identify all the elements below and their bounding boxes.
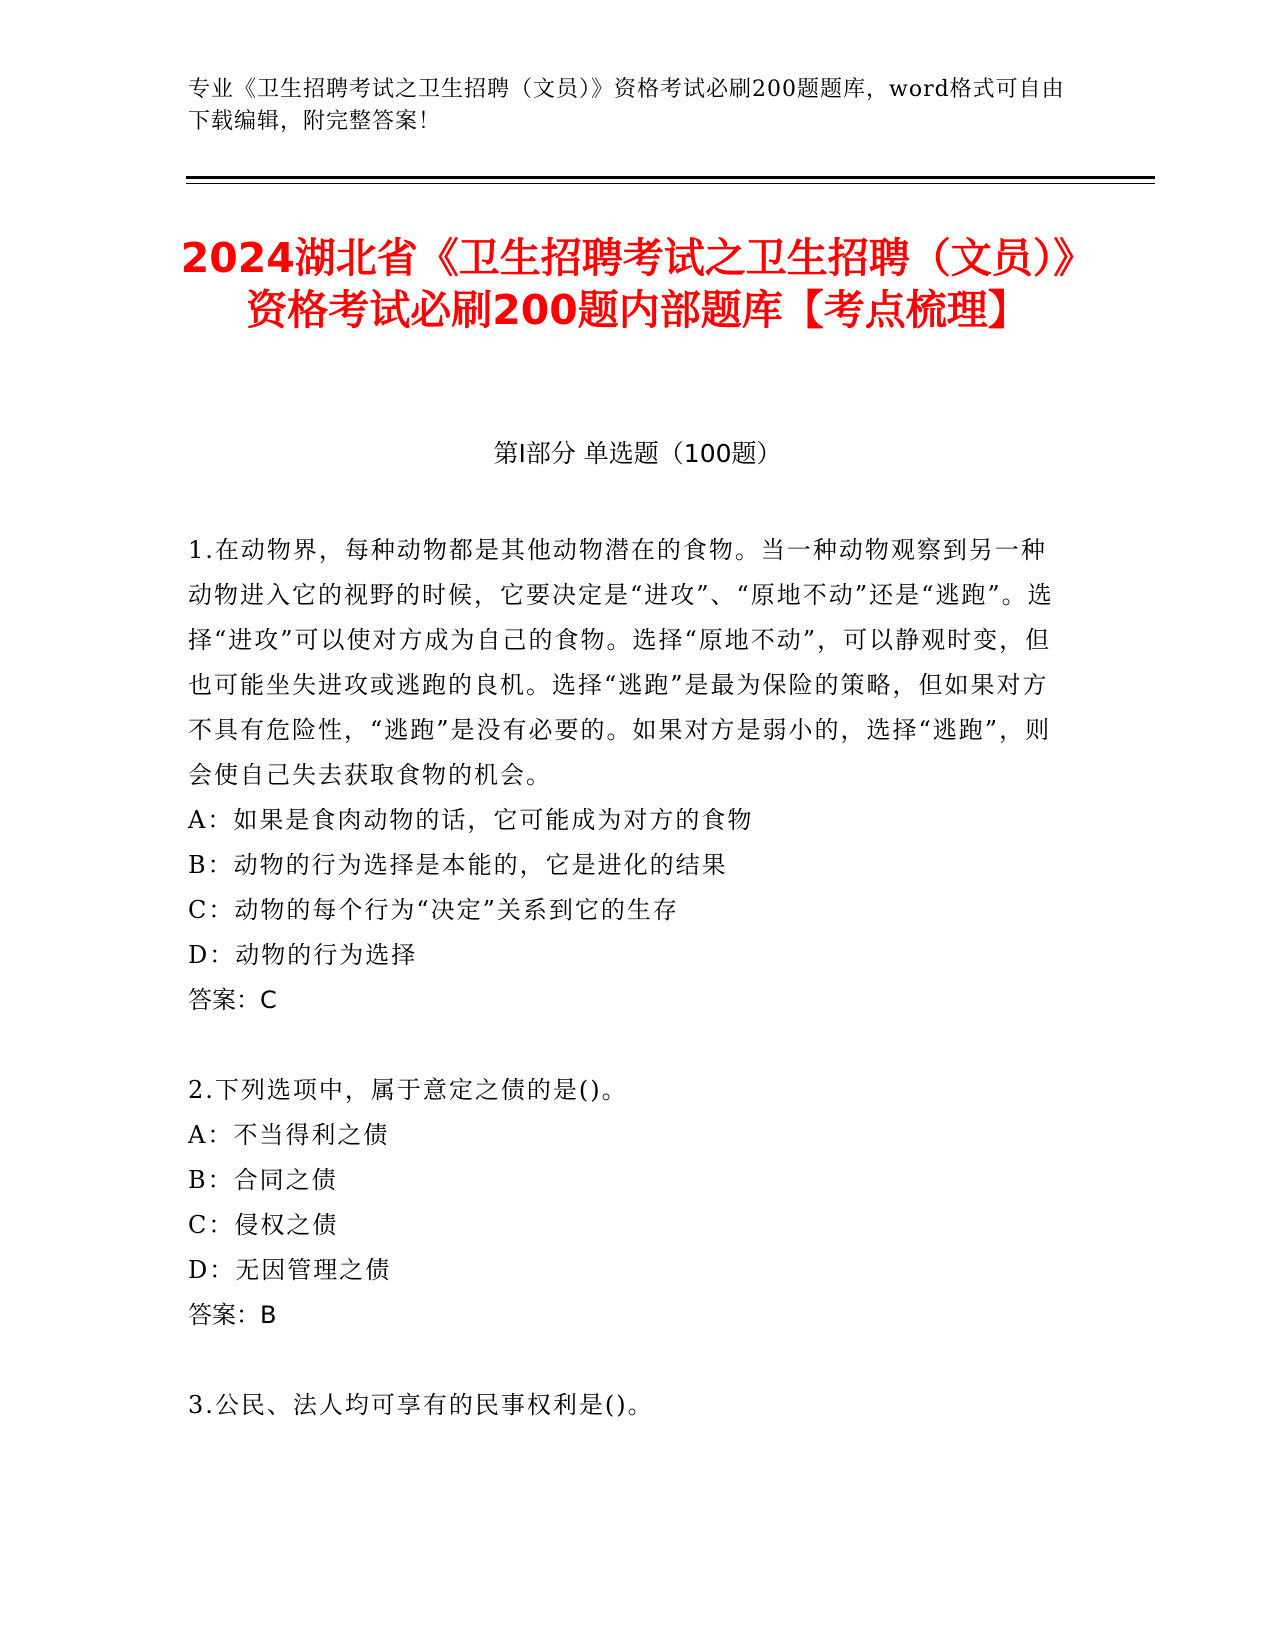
question-list	[188, 528, 1068, 1428]
section-title: 第I部分 单选题（100题）	[493, 439, 782, 468]
option-c: C：侵权之债	[188, 1211, 339, 1239]
option-c: C：动物的每个行为“决定”关系到它的生存	[188, 896, 679, 924]
document-title: 2024湖北省《卫生招聘考试之卫生招聘（文员）》资格考试必刷200题内部题库【考点梳理】	[180, 234, 1095, 334]
question-2	[188, 1068, 1068, 1338]
option-b: B：动物的行为选择是本能的，它是进化的结果	[188, 851, 728, 879]
header-rule-thick	[186, 176, 1155, 179]
answer: 答案：B	[188, 1301, 277, 1329]
answer: 答案：C	[188, 986, 277, 1014]
question-stem: 3.公民、法人均可享有的民事权利是()。	[188, 1391, 654, 1419]
question-stem: 2.下列选项中，属于意定之债的是()。	[188, 1076, 628, 1104]
question-stem: 1.在动物界，每种动物都是其他动物潜在的食物。当一种动物观察到另一种动物进入它的视野的时候，它要决定是“进攻”、“原地不动”还是“逃跑”。选择“进攻”可以使对方成为自己的食物。选择“原地不动”，可以静观时变，但也可能坐失进攻或逃跑的良机。选择“逃跑”是最为保险的策略，但如果对方不具有危险性，“逃跑”是没有必要的。如果对方是弱小的，选择“逃跑”，则会使自己失去获取食物的机会。	[188, 536, 1054, 789]
option-b: B：合同之债	[188, 1166, 338, 1194]
option-a: A：如果是食肉动物的话，它可能成为对方的食物	[188, 806, 754, 834]
option-d: D：无因管理之债	[188, 1256, 392, 1284]
question-spacer	[188, 1338, 1068, 1383]
question-3	[188, 1383, 1068, 1428]
option-d: D：动物的行为选择	[188, 941, 418, 969]
question-spacer	[188, 1023, 1068, 1068]
header-note: 专业《卫生招聘考试之卫生招聘（文员）》资格考试必刷200题题库，word格式可自由下载编辑，附完整答案！	[188, 77, 1065, 134]
option-a: A：不当得利之债	[188, 1121, 390, 1149]
question-1	[188, 528, 1068, 1023]
header-rule-thin	[186, 183, 1155, 184]
